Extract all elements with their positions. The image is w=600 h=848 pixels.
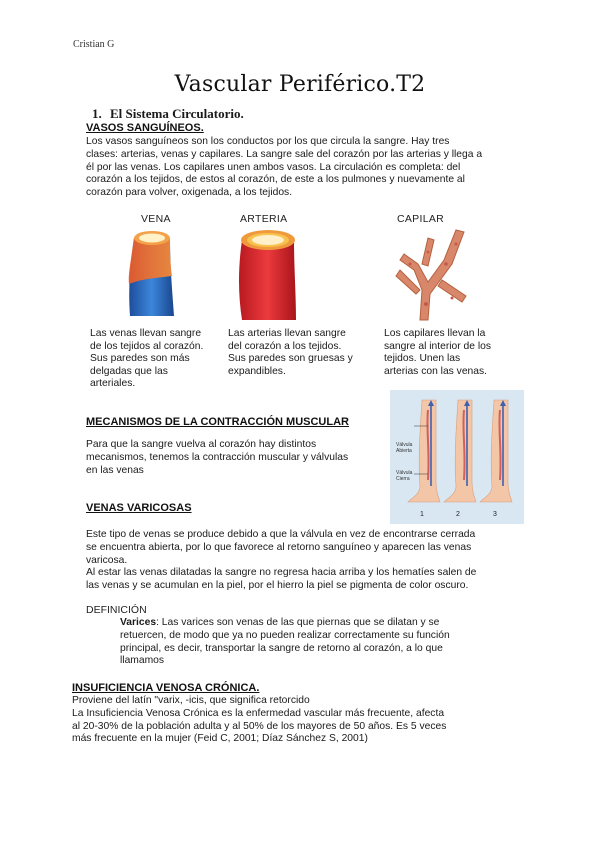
caption-line: arterias con las venas.: [384, 365, 488, 377]
varicosas-paragraph: [86, 529, 556, 593]
text-line: Proviene del latín "varix, -icis, que significa retorcido: [72, 695, 310, 706]
text-line: se encuentra abierta, por lo que favorece al retorno sanguíneo y aparecen las venas: [86, 541, 472, 553]
valve-close-label: [396, 470, 412, 482]
varicosas-heading: VENAS VARICOSAS: [86, 502, 192, 514]
caption-line: Sus paredes son gruesas y: [228, 353, 353, 365]
caption-line: delgadas que las: [90, 365, 168, 377]
text-line: en las venas: [86, 464, 144, 476]
text-line: Para que la sangre vuelva al corazón hay distintos: [86, 439, 317, 450]
vasos-heading: VASOS SANGUÍNEOS.: [86, 122, 204, 134]
caption-line: tejidos. Unen las: [384, 353, 461, 365]
text-line: al 20-30% de la población adulta y al 50% de los mayores de 50 años. Es 5 veces: [72, 720, 447, 732]
section-number: 1.: [92, 106, 102, 121]
text-line: corazón para volver, oxigenada, a los tejidos.: [86, 187, 293, 199]
author-name: Cristian G: [73, 39, 115, 50]
caption-line: Las arterias llevan sangre: [228, 328, 346, 339]
caption-line: Los capilares llevan la: [384, 328, 486, 339]
vena-caption: [90, 328, 226, 391]
text-line: clases: arterias, venas y capilares. La sangre sale del corazón por las arterias y llega a: [86, 148, 483, 160]
valve-open-label: [396, 442, 412, 454]
text-span: : Las varices son venas de las que piernas que se dilatan y se: [156, 617, 440, 628]
vasos-paragraph: [86, 136, 556, 200]
text-line: mecanismos, tenemos la contracción muscular y válvulas: [86, 451, 349, 463]
figure-label-line: Abierta: [396, 448, 412, 454]
insuficiencia-paragraph: [72, 695, 542, 746]
caption-line: sangre al interior de los: [384, 340, 492, 352]
text-line: él por las venas. Los capilares unen ambos vasos. La circulación es completa: del: [86, 161, 461, 173]
section-title: El Sistema Circulatorio.: [110, 106, 244, 121]
figure-number: 3: [493, 511, 497, 518]
caption-line: arteriales.: [90, 378, 136, 390]
caption-line: expandibles.: [228, 365, 286, 377]
page-title: Vascular Periférico.T2: [174, 72, 426, 97]
vena-label: VENA: [141, 213, 171, 225]
section-heading: [92, 106, 244, 122]
caption-line: Las venas llevan sangre: [90, 328, 202, 339]
text-line: Este tipo de venas se produce debido a que la válvula en vez de encontrarse cerrada: [86, 529, 476, 540]
figure-label-line: Válvula: [396, 470, 413, 476]
arteria-label: ARTERIA: [240, 213, 288, 225]
caption-line: del corazón a los tejidos.: [228, 340, 342, 352]
capilar-caption: [384, 328, 514, 378]
definicion-label: DEFINICIÓN: [86, 604, 147, 616]
text-line: retuercen, de modo que ya no pueden realizar correctamente su función: [120, 629, 450, 641]
caption-line: Sus paredes son más: [90, 353, 190, 365]
text-line: más frecuente en la mujer (Feid C, 2001; Díaz Sánchez S, 2001): [72, 733, 368, 745]
text-line: La Insuficiencia Venosa Crónica es la enfermedad vascular más frecuente, afecta: [72, 707, 445, 719]
text-line: varicosa.: [86, 554, 128, 566]
text-line: Al estar las venas dilatadas la sangre no regresa hacia arriba y los hematíes salen de: [86, 567, 477, 579]
mecanismos-heading: MECANISMOS DE LA CONTRACCIÓN MUSCULAR: [86, 416, 349, 428]
vein-illustration: [120, 226, 188, 320]
caption-line: de los tejidos al corazón.: [90, 340, 204, 352]
capilar-label: CAPILAR: [397, 213, 445, 225]
artery-illustration: [230, 224, 306, 324]
text-line: las venas y se acumulan en la piel, por el hierro la piel se pigmenta de color oscuro.: [86, 580, 469, 592]
text-line: principal, es decir, transportar la sangre de retorno al corazón, a lo que: [120, 642, 443, 654]
capillary-illustration: [382, 224, 474, 324]
mecanismos-paragraph: [86, 439, 376, 477]
legs-figure: [390, 390, 524, 524]
figure-label-line: Cierra: [396, 476, 410, 482]
legs-illustration: [390, 390, 524, 524]
text-line: llamamos: [120, 655, 165, 667]
text-line: corazón a los tejidos, de estos al corazón, de este a los pulmones y nuevamente al: [86, 174, 465, 186]
figure-number: 1: [420, 511, 424, 518]
figure-number: 2: [456, 511, 460, 518]
definicion-term: Varices: [120, 617, 157, 628]
figure-label-line: Válvula: [396, 442, 413, 448]
arteria-caption: [228, 328, 378, 378]
text-line: Los vasos sanguíneos son los conductos por los que circula la sangre. Hay tres: [86, 136, 450, 147]
insuficiencia-heading: INSUFICIENCIA VENOSA CRÓNICA.: [72, 682, 260, 694]
text-line: [120, 617, 490, 630]
definicion-paragraph: [120, 617, 490, 668]
